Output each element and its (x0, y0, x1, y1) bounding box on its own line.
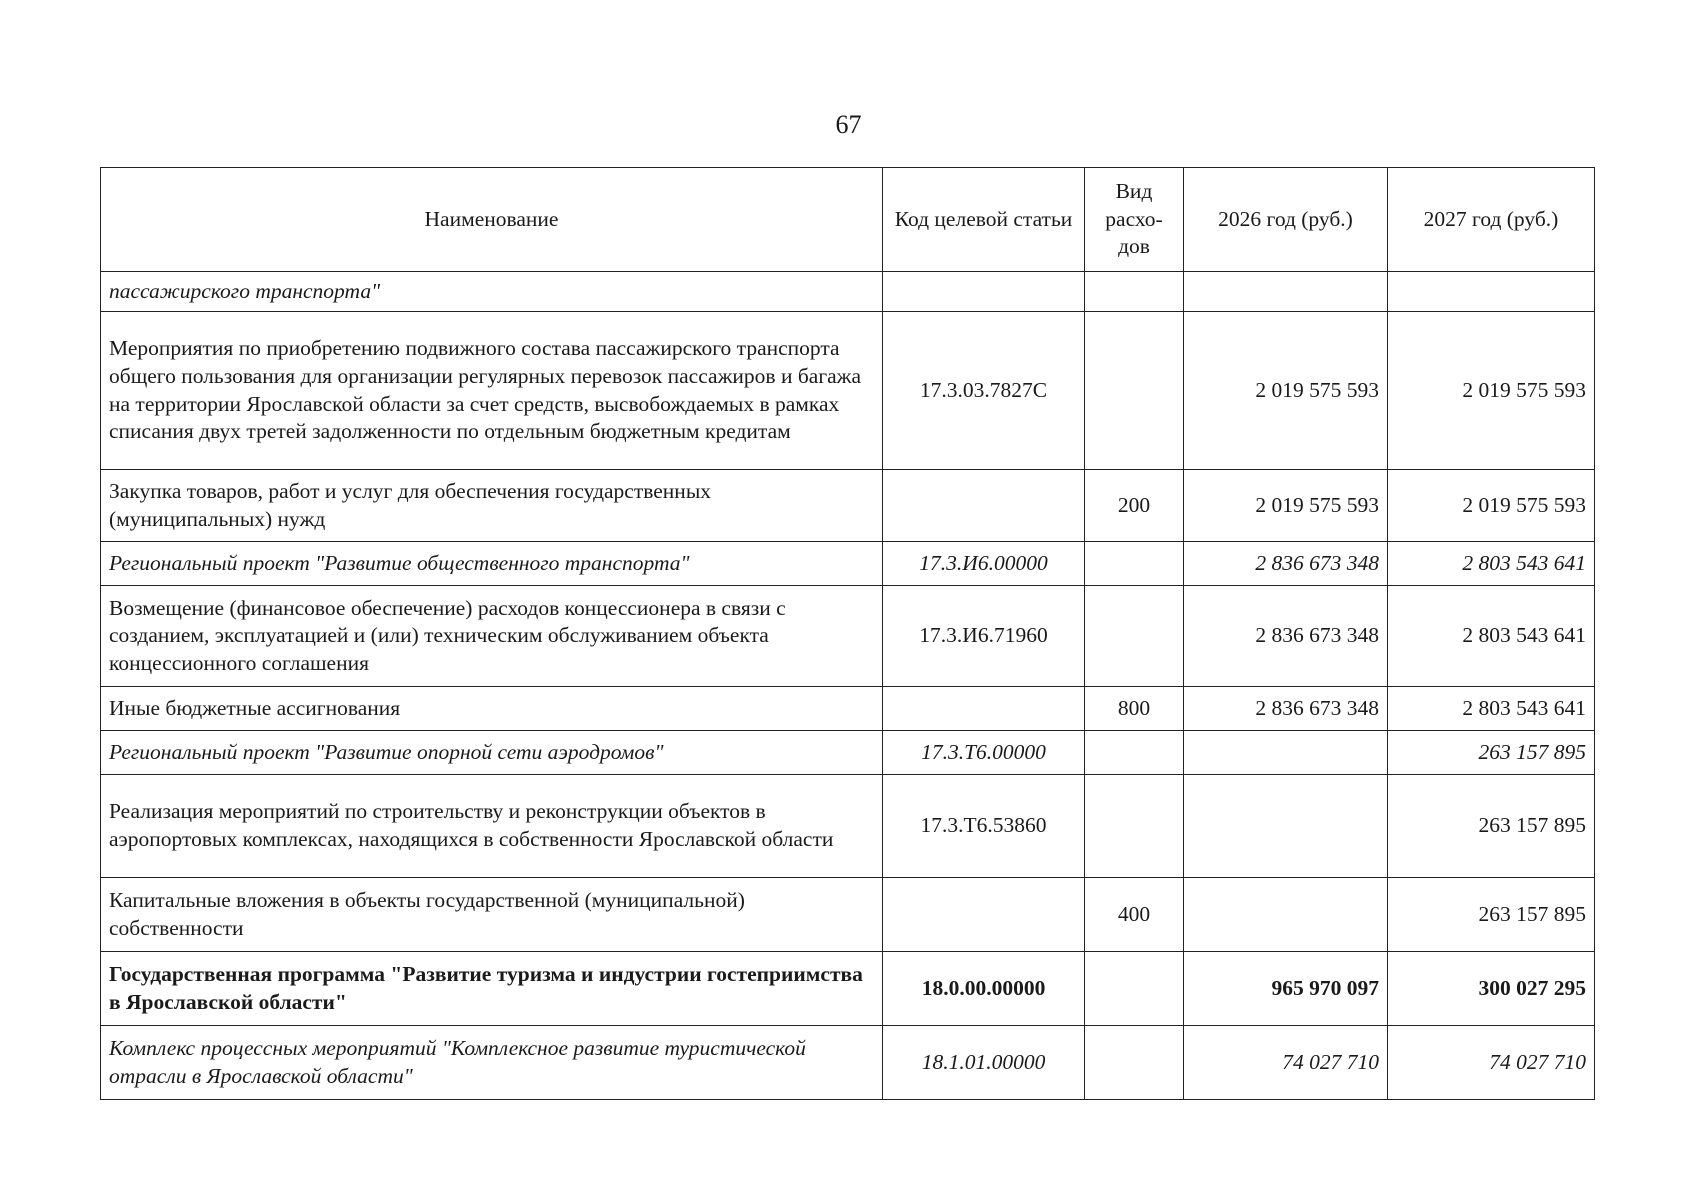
row-kind: 400 (1085, 878, 1184, 952)
row-code (883, 470, 1085, 542)
table-row (101, 687, 1595, 731)
header-row (101, 168, 1595, 272)
table-row (101, 952, 1595, 1026)
row-2027: 2 803 543 641 (1388, 586, 1595, 687)
row-code (883, 878, 1085, 952)
header-2027: 2027 год (руб.) (1388, 168, 1595, 272)
table-row (101, 731, 1595, 775)
row-name: Мероприятия по приобретению подвижного состава пассажирского транспорта общего пользования для организации регулярных перевозок пассажиров и багажа на территории Ярославской области за счет средств, высвобождаемых в рамках списания двух третей задолженности по отдельным бюджетным кредитам (101, 312, 883, 470)
row-code (883, 272, 1085, 312)
row-2027: 2 019 575 593 (1388, 470, 1595, 542)
table-row (101, 312, 1595, 470)
row-kind: 200 (1085, 470, 1184, 542)
header-code: Код целевой статьи (883, 168, 1085, 272)
row-2026: 74 027 710 (1184, 1026, 1388, 1100)
row-name: Закупка товаров, работ и услуг для обеспечения государственных (муниципальных) нужд (101, 470, 883, 542)
row-name: Региональный проект "Развитие общественного транспорта" (101, 542, 883, 586)
row-2026 (1184, 775, 1388, 878)
row-2026: 2 836 673 348 (1184, 687, 1388, 731)
row-name: пассажирского транспорта" (101, 272, 883, 312)
row-2027: 74 027 710 (1388, 1026, 1595, 1100)
row-2027: 300 027 295 (1388, 952, 1595, 1026)
row-code: 17.3.03.7827С (883, 312, 1085, 470)
row-2027: 263 157 895 (1388, 878, 1595, 952)
row-kind (1085, 952, 1184, 1026)
row-kind (1085, 586, 1184, 687)
row-kind: 800 (1085, 687, 1184, 731)
row-2026: 965 970 097 (1184, 952, 1388, 1026)
row-2026: 2 019 575 593 (1184, 470, 1388, 542)
row-code: 18.1.01.00000 (883, 1026, 1085, 1100)
row-2027: 263 157 895 (1388, 731, 1595, 775)
row-name: Региональный проект "Развитие опорной сети аэродромов" (101, 731, 883, 775)
table-row (101, 586, 1595, 687)
row-2026: 2 836 673 348 (1184, 586, 1388, 687)
row-kind (1085, 1026, 1184, 1100)
table-row (101, 542, 1595, 586)
row-code: 17.3.И6.00000 (883, 542, 1085, 586)
table-row (101, 470, 1595, 542)
table-row (101, 878, 1595, 952)
row-name: Возмещение (финансовое обеспечение) расходов концессионера в связи с созданием, эксплуатацией и (или) техническим обслуживанием объекта концессионного соглашения (101, 586, 883, 687)
row-2027: 2 803 543 641 (1388, 542, 1595, 586)
row-2027: 2 803 543 641 (1388, 687, 1595, 731)
header-2026: 2026 год (руб.) (1184, 168, 1388, 272)
budget-table (100, 167, 1595, 1100)
table-row (101, 272, 1595, 312)
row-2026 (1184, 272, 1388, 312)
page-number: 67 (835, 110, 862, 139)
row-code: 17.3.Т6.00000 (883, 731, 1085, 775)
row-name: Иные бюджетные ассигнования (101, 687, 883, 731)
row-2026 (1184, 731, 1388, 775)
row-2026: 2 019 575 593 (1184, 312, 1388, 470)
row-name: Капитальные вложения в объекты государственной (муниципальной) собственности (101, 878, 883, 952)
row-2026: 2 836 673 348 (1184, 542, 1388, 586)
row-code: 17.3.И6.71960 (883, 586, 1085, 687)
row-kind (1085, 775, 1184, 878)
row-code: 17.3.Т6.53860 (883, 775, 1085, 878)
row-kind (1085, 312, 1184, 470)
row-2026 (1184, 878, 1388, 952)
table-row (101, 775, 1595, 878)
row-name: Государственная программа "Развитие туризма и индустрии гостеприимства в Ярославской области" (101, 952, 883, 1026)
row-code: 18.0.00.00000 (883, 952, 1085, 1026)
row-name: Комплекс процессных мероприятий "Комплексное развитие туристической отрасли в Ярославской области" (101, 1026, 883, 1100)
row-name: Реализация мероприятий по строительству и реконструкции объектов в аэропортовых комплексах, находящихся в собственности Ярославской области (101, 775, 883, 878)
row-code (883, 687, 1085, 731)
header-name: Наименование (101, 168, 883, 272)
row-2027 (1388, 272, 1595, 312)
header-kind: Вид расхо-дов (1085, 168, 1184, 272)
row-2027: 263 157 895 (1388, 775, 1595, 878)
table-row (101, 1026, 1595, 1100)
row-kind (1085, 542, 1184, 586)
row-2027: 2 019 575 593 (1388, 312, 1595, 470)
row-kind (1085, 272, 1184, 312)
row-kind (1085, 731, 1184, 775)
